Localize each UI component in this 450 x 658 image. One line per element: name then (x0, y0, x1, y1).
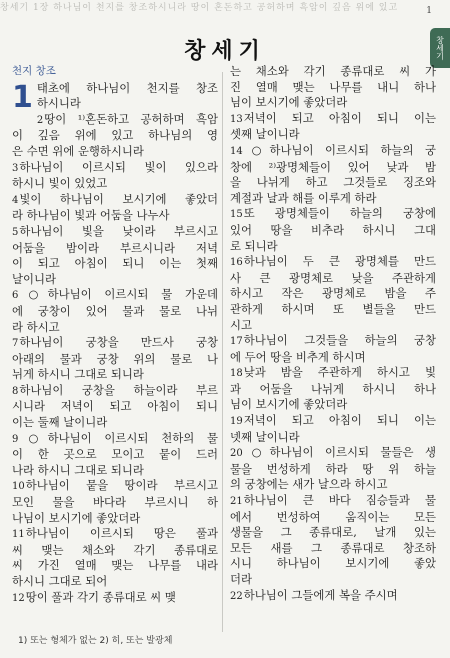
verse-line: 님이 보시기에 좋았더라 (230, 95, 348, 110)
right-column (230, 64, 436, 604)
verse-line (230, 206, 436, 223)
verse (230, 64, 436, 111)
verse-number: 4 (12, 194, 19, 206)
verse (12, 112, 218, 160)
book-title: 창세기 (184, 38, 266, 64)
verse (230, 445, 436, 493)
verse-text: 하나님이 궁창을 만드사 궁창 (19, 335, 218, 350)
verse-number: 12 (12, 592, 25, 604)
verse-line (12, 112, 218, 129)
verse-line: 모인 물을 바다라 부르시니 하 (12, 495, 218, 510)
verse-line: 씨 맺는 채소와 각기 종류대로 (12, 542, 218, 557)
verse (12, 526, 218, 589)
verse-line (12, 383, 218, 400)
left-column (12, 64, 218, 606)
verse-line: 이는 둘째 날이니라 (12, 415, 108, 430)
bleed-through-text: 창세기 1장 하나님이 천지를 창조하시니라 땅이 혼돈하고 공허하며 흑암이 깊음 위에 있고 (0, 3, 399, 13)
verse-line (12, 590, 218, 607)
verse (230, 143, 436, 206)
verse-line (12, 192, 218, 209)
verse (12, 287, 218, 335)
verse-text: 하나님이 이르시되 빛이 있으라 (19, 159, 218, 174)
verse-line: 있어 땅을 비추라 하시니 그대 (230, 222, 436, 237)
verse-line (230, 254, 436, 271)
verse-line (230, 445, 436, 462)
verse (230, 333, 436, 365)
verse-line: 하시니 빛이 있었고 (12, 176, 108, 191)
verse-line: 창에 ²⁾광명체들이 있어 낮과 밤 (230, 159, 436, 174)
verse-line: 사 큰 광명체로 낮을 주관하게 (230, 270, 436, 285)
verse-text: 하나님이 큰 바다 짐승들과 물 (243, 493, 436, 508)
verse-text: 하나님이 이르시되 땅은 풀과 (25, 526, 218, 541)
verse-line: 날이니라 (12, 271, 57, 286)
verse-line: 모든 새를 그 종류대로 창조하 (230, 540, 436, 555)
verse-line: 태초에 하나님이 천지를 창조 (36, 80, 218, 95)
verse-text: 빛이 하나님이 보시기에 좋았더 (19, 191, 218, 206)
verse-number: 8 (12, 385, 19, 397)
verse-line: 나님이 보시기에 좋았더라 (12, 510, 141, 525)
verse-line (12, 526, 218, 543)
column-divider (222, 72, 223, 632)
verse-line (230, 143, 436, 160)
verse-line: 라 하시고 (12, 319, 60, 334)
verse (230, 111, 436, 143)
verse-line (12, 287, 218, 304)
verse-line: 시고 (230, 317, 253, 332)
verse-line: 더라 (230, 572, 253, 586)
verse-text: 땅이 ¹⁾혼돈하고 공허하며 흑암 (44, 111, 218, 126)
verse-line: 하시고 작은 광명체로 밤을 주 (230, 286, 436, 301)
verse-number: 10 (12, 481, 25, 493)
verse-line (230, 413, 436, 430)
verse-line: 어둠을 밤이라 부르시니라 저녁 (12, 240, 218, 255)
verse-line (230, 111, 436, 128)
book-thumb-tab[interactable]: 창세기 (430, 28, 450, 68)
verse-text: ○하나님이 이르시되 물들은 생 (243, 445, 436, 460)
verse-number: 22 (230, 590, 243, 602)
verse-text: 하나님이 빛을 낮이라 부르시고 (19, 223, 218, 238)
verse-line: 에 두어 땅을 비추게 하시며 (230, 349, 366, 364)
verse (230, 588, 436, 605)
verse (230, 413, 436, 445)
verse-text: 하나님이 그것들을 하늘의 궁창 (243, 333, 436, 348)
verse-line: 이 한 곳으로 모이고 뭍이 드러 (12, 447, 218, 462)
verse-text: 하나님이 그들에게 복을 주시며 (243, 587, 398, 602)
verse-line: 에 궁창이 있어 물과 물로 나뉘 (12, 303, 218, 318)
verse-text: 낮과 밤을 주관하게 하시고 빛 (243, 365, 436, 380)
verse-line (12, 224, 218, 241)
verse-number: 2 (36, 114, 44, 126)
verse-text: 땅이 풀과 각기 종류대로 씨 맺 (25, 589, 176, 604)
verse-number: 9 (12, 433, 19, 445)
verse (230, 493, 436, 588)
verse-number: 15 (230, 209, 243, 221)
verse-text: ○하나님이 이르시되 물 가운데 (19, 287, 218, 302)
verse-line: 하시니라 (36, 96, 81, 111)
verse-line: 시니 하나님이 보시기에 좋았 (230, 556, 436, 571)
verse-number: 11 (12, 529, 25, 541)
verse-line (12, 160, 218, 177)
verse-line: 에서 번성하여 움직이는 모든 (230, 509, 436, 524)
verse (12, 160, 218, 192)
verse-line: 물을 번성하게 하라 땅 위 하늘 (230, 461, 436, 476)
verse (12, 478, 218, 526)
verse-line (230, 333, 436, 350)
verse-text: 저녁이 되고 아침이 되니 이는 (243, 110, 436, 125)
verse-line: 님이 보시기에 좋았더라 (230, 397, 348, 412)
verse-line (12, 478, 218, 495)
verse-number: 21 (230, 496, 243, 508)
verse-line: 라 하나님이 빛과 어둠을 나누사 (12, 208, 170, 223)
verse-line: 은 수면 위에 운행하시니라 (12, 143, 144, 158)
verse-number: 14 (230, 145, 243, 157)
verse-line: 셋째 날이니라 (230, 127, 300, 142)
verse (12, 192, 218, 224)
verse-line: 생물을 그 종류대로, 날개 있는 (230, 525, 436, 540)
verse (12, 79, 218, 115)
verse (12, 224, 218, 287)
verse (12, 335, 218, 383)
verse-line: 하시니 그대로 되어 (12, 574, 108, 588)
verse-text: ○하나님이 이르시되 천하의 물 (19, 430, 218, 445)
verse-line (230, 588, 436, 605)
verse-number: 13 (230, 113, 243, 125)
verse-line: 시니라 저녁이 되고 아침이 되니 (12, 399, 218, 414)
verse-line (230, 493, 436, 510)
verse (12, 431, 218, 479)
footnote: 1) 또는 형체가 없는 2) 히, 또는 발광체 (18, 636, 173, 646)
verse (230, 206, 436, 254)
section-heading: 천지 창조 (12, 65, 56, 77)
verse-text: 하나님이 궁창을 하늘이라 부르 (19, 382, 218, 397)
verse-line: 는 채소와 각기 종류대로 씨 가 (230, 64, 436, 78)
verse-number: 19 (230, 416, 243, 428)
verse-line: 나라 하시니 그대로 되니라 (12, 462, 144, 477)
verse-line (12, 431, 218, 448)
verse-line: 이 깊음 위에 있고 하나님의 영 (12, 128, 218, 143)
verse-line: 씨 가진 열매 맺는 나무를 내라 (12, 558, 218, 573)
verse-text: 하나님이 두 큰 광명체를 만드 (243, 254, 436, 269)
verse-text: 저녁이 되고 아침이 되니 이는 (243, 413, 436, 428)
verse-line: 뉘게 하시니 그대로 되니라 (12, 367, 144, 382)
verse-line: 진 열매 맺는 나무를 내니 하나 (230, 79, 436, 94)
verse-number: 17 (230, 336, 243, 348)
verse-number: 5 (12, 226, 19, 238)
verse-line: 아래의 물과 궁창 위의 물로 나 (12, 351, 218, 366)
verse-number: 3 (12, 162, 19, 174)
verse-line: 의 궁창에는 새가 날으라 하시고 (230, 477, 388, 492)
verse-line: 이 되고 아침이 되니 이는 첫째 (12, 256, 218, 271)
verse-number: 20 (230, 448, 243, 460)
verse-number: 7 (12, 338, 19, 350)
verse-text: 또 광명체들이 하늘의 궁창에 (243, 206, 436, 221)
verse-line (230, 365, 436, 382)
verse (12, 590, 218, 607)
verse-line: 관하게 하시며 또 별들을 만드 (230, 301, 436, 316)
verse-text: 하나님이 뭍을 땅이라 부르시고 (25, 478, 218, 493)
verse-line: 을 나뉘게 하고 그것들로 징조와 (230, 175, 436, 190)
verse-number: 18 (230, 368, 243, 380)
verse-line: 계절과 날과 해를 이루게 하라 (230, 190, 377, 205)
verse-text: ○하나님이 이르시되 하늘의 궁 (243, 142, 436, 157)
verse-line: 과 어둠을 나뉘게 하시니 하나 (230, 381, 436, 396)
verse-number: 6 (12, 290, 19, 302)
page-number: 1 (426, 6, 432, 16)
verse (12, 383, 218, 431)
verse-line: 로 되니라 (230, 238, 278, 253)
verse (230, 254, 436, 333)
chapter-number: 1 (12, 79, 33, 115)
verse (230, 365, 436, 413)
verse-line (12, 335, 218, 352)
verse-line: 넷째 날이니라 (230, 429, 300, 444)
verse-number: 16 (230, 257, 243, 269)
